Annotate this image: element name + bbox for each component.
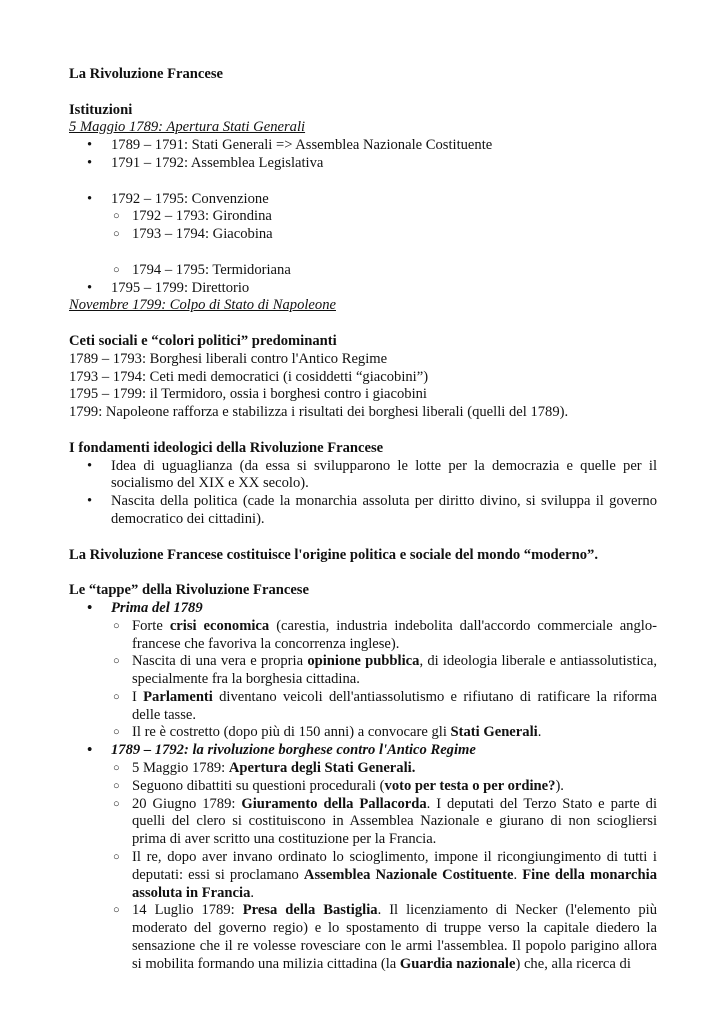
document-page xyxy=(69,66,657,974)
istituzioni-start-event: 5 Maggio 1789: Apertura Stati Generali xyxy=(69,119,306,136)
list-item: • Idea di uguaglianza (da essa si svilupparono le lotte per la democrazia e quelle per il socialismo del XIX e XX secolo). xyxy=(69,458,657,494)
istituzioni-end-event: Novembre 1799: Colpo di Stato di Napoleone xyxy=(69,297,336,314)
ceti-line: 1799: Napoleone rafforza e stabilizza i risultati dei borghesi liberali (quelli del 1789). xyxy=(69,404,569,421)
sub-list-item: ○ 14 Luglio 1789: Presa della Bastiglia. Il licenziamento di Necker (l'elemento più moderato del governo regio) e lo spostamento di truppe verso la capitale diedero la sensazione che il re volesse rovesciare con le armi l'assemblea. Il popolo parigino allora si mobilita formando una milizia cittadina (la Guardia nazionale) che, alla ricerca di xyxy=(69,902,657,973)
list-item: • 1795 – 1799: Direttorio xyxy=(69,280,657,298)
list-item: • 1789 – 1791: Stati Generali => Assemblea Nazionale Costituente xyxy=(69,137,657,155)
sub-list-item: ○ Nascita di una vera e propria opinione pubblica, di ideologia liberale e antiassolutistica, specialmente fra la borghesia cittadina. xyxy=(69,653,657,689)
document-title: La Rivoluzione Francese xyxy=(69,66,224,82)
ceti-line: 1789 – 1793: Borghesi liberali contro l'Antico Regime xyxy=(69,350,388,367)
istituzioni-list xyxy=(69,137,657,173)
sub-list-item: ○ 20 Giugno 1789: Giuramento della Pallacorda. I deputati del Terzo Stato e parte di quelli del clero si costituiscono in Assemblea Nazionale e giurano di non sciogliersi prima di aver scritto una costituzione per la Francia. xyxy=(69,796,657,849)
istituzioni-heading: Istituzioni xyxy=(69,101,133,118)
sub-list-item: ○ Seguono dibattiti su questioni procedurali (voto per testa o per ordine?). xyxy=(69,778,657,796)
key-statement: La Rivoluzione Francese costituisce l'origine politica e sociale del mondo “moderno”. xyxy=(69,546,598,563)
ceti-line: 1793 – 1794: Ceti medi democratici (i cosiddetti “giacobini”) xyxy=(69,368,429,385)
tappe-list xyxy=(69,600,657,974)
phase-label: • 1789 – 1792: la rivoluzione borghese contro l'Antico Regime xyxy=(69,742,657,760)
tappe-heading: Le “tappe” della Rivoluzione Francese xyxy=(69,582,309,599)
fondamenti-list xyxy=(69,458,657,529)
ceti-heading: Ceti sociali e “colori politici” predominanti xyxy=(69,332,337,349)
sub-list-item: ○ I Parlamenti diventano veicoli dell'antiassolutismo e rifiutano di ratificare la riforma delle tasse. xyxy=(69,689,657,725)
list-item: • 1792 – 1795: Convenzione xyxy=(69,191,657,209)
phase-label: • Prima del 1789 xyxy=(69,600,657,618)
fondamenti-heading: I fondamenti ideologici della Rivoluzione Francese xyxy=(69,439,384,456)
convenzione-list xyxy=(69,191,657,244)
sub-list-item: ○ 1793 – 1794: Giacobina xyxy=(69,226,657,244)
sub-list-item: ○ Forte crisi economica (carestia, industria indebolita dall'accordo commerciale anglo-francese che favoriva la concorrenza inglese). xyxy=(69,618,657,654)
sub-list-item: ○ 1794 – 1795: Termidoriana xyxy=(69,262,657,280)
list-item: • Nascita della politica (cade la monarchia assoluta per diritto divino, si sviluppa il governo democratico dei cittadini). xyxy=(69,493,657,529)
sub-list-item: ○ Il re è costretto (dopo più di 150 anni) a convocare gli Stati Generali. xyxy=(69,724,657,742)
sub-list-item: ○ 1792 – 1793: Girondina xyxy=(69,208,657,226)
list-item: • 1791 – 1792: Assemblea Legislativa xyxy=(69,155,657,173)
sub-list-item: ○ 5 Maggio 1789: Apertura degli Stati Generali. xyxy=(69,760,657,778)
ceti-line: 1795 – 1799: il Termidoro, ossia i borghesi contro i giacobini xyxy=(69,386,427,403)
sub-list-item: ○ Il re, dopo aver invano ordinato lo scioglimento, impone il ricongiungimento di tutti i deputati: essi si proclamano Assemblea Nazionale Costituente. Fine della monarchia assoluta in Francia. xyxy=(69,849,657,902)
termidoro-list xyxy=(69,262,657,298)
